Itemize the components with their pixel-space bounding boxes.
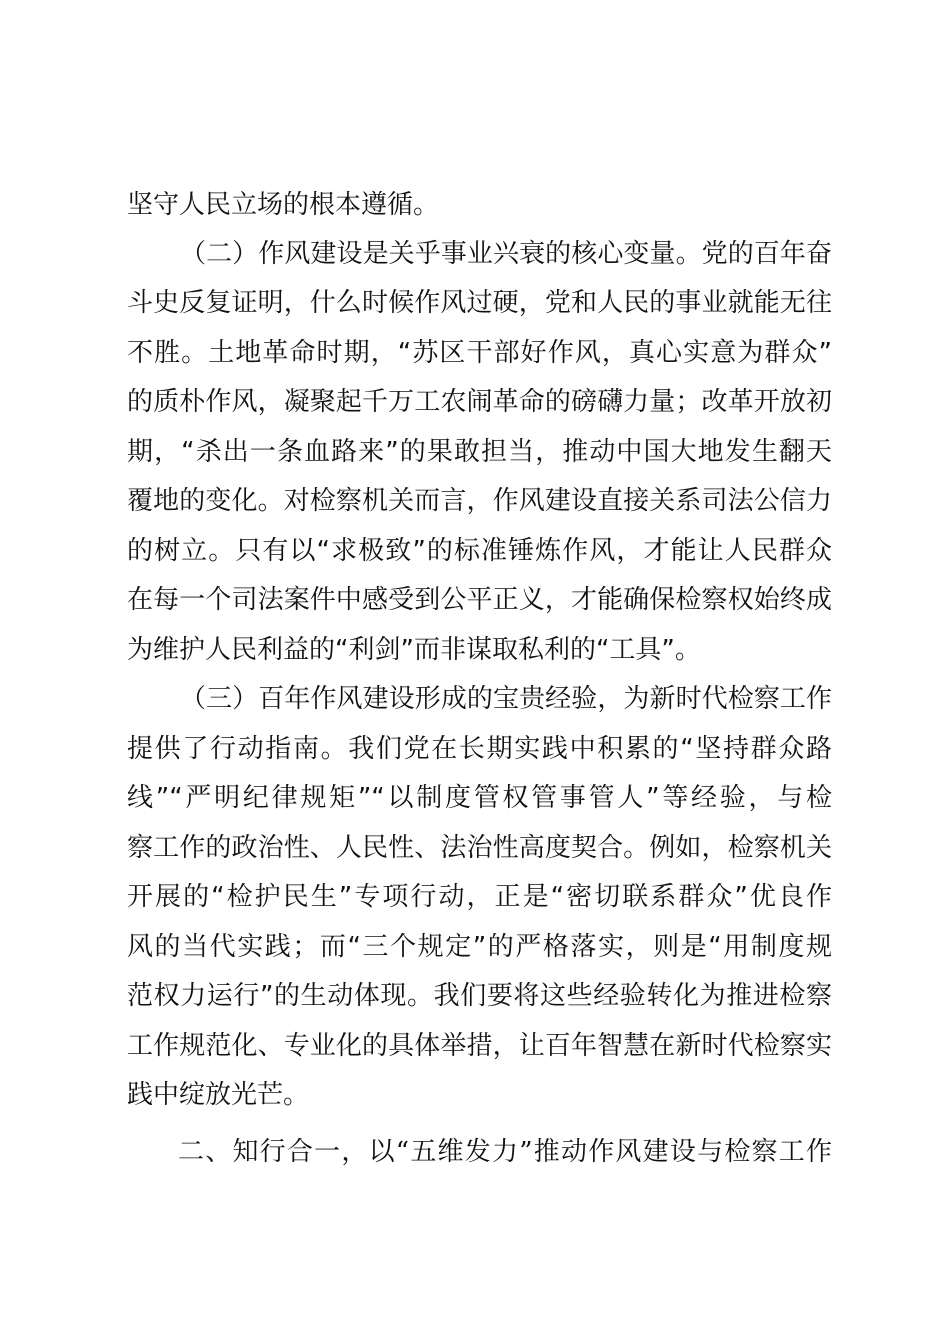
text-line: 践中绽放光芒。 — [127, 1080, 310, 1110]
text-line: 范权力运行”的生动体现。我们要将这些经验转化为推进检察 — [127, 981, 832, 1011]
text-line: （三）百年作风建设形成的宝贵经验，为新时代检察工作 — [180, 684, 832, 714]
text-line: 的树立。只有以“求极致”的标准锤炼作风，才能让人民群众 — [127, 536, 832, 566]
text-line: 的质朴作风，凝聚起千万工农闹革命的磅礴力量；改革开放初 — [127, 387, 832, 417]
text-line: 为维护人民利益的“利剑”而非谋取私利的“工具”。 — [127, 635, 701, 665]
section-heading: 二、知行合一，以“五维发力”推动作风建设与检察工作 — [178, 1137, 832, 1167]
text-line: 期，“杀出一条血路来”的果敢担当，推动中国大地发生翻天 — [127, 437, 832, 467]
text-line: 不胜。土地革命时期，“苏区干部好作风，真心实意为群众” — [127, 338, 832, 368]
text-line: （二）作风建设是关乎事业兴衰的核心变量。党的百年奋 — [180, 239, 832, 269]
text-line: 提供了行动指南。我们党在长期实践中积累的“坚持群众路 — [127, 734, 832, 764]
text-line: 工作规范化、专业化的具体举措，让百年智慧在新时代检察实 — [127, 1031, 832, 1061]
text-line: 线”“严明纪律规矩”“以制度管权管事管人”等经验，与检 — [127, 783, 832, 813]
text-line: 坚守人民立场的根本遵循。 — [127, 190, 440, 220]
text-line: 风的当代实践；而“三个规定”的严格落实，则是“用制度规 — [127, 932, 832, 962]
text-line: 开展的“检护民生”专项行动，正是“密切联系群众”优良作 — [127, 882, 832, 912]
text-line: 察工作的政治性、人民性、法治性高度契合。例如，检察机关 — [127, 833, 832, 863]
text-line: 斗史反复证明，什么时候作风过硬，党和人民的事业就能无往 — [127, 288, 832, 318]
text-line: 覆地的变化。对检察机关而言，作风建设直接关系司法公信力 — [127, 486, 832, 516]
text-line: 在每一个司法案件中感受到公平正义，才能确保检察权始终成 — [127, 585, 832, 615]
